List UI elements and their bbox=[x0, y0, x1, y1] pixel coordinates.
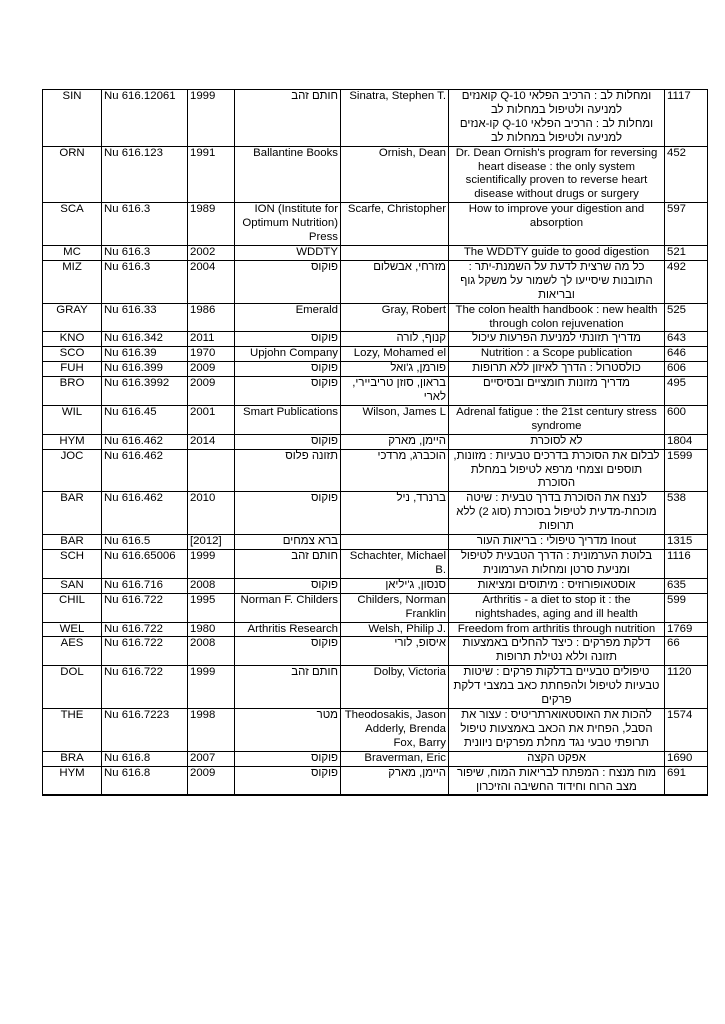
publisher-cell: פוקוס bbox=[235, 377, 341, 406]
table-row bbox=[43, 434, 708, 449]
shelf-code-cell: BAR bbox=[43, 535, 102, 550]
author-cell: Dolby, Victoria bbox=[341, 666, 449, 709]
shelf-code-cell: SCH bbox=[43, 550, 102, 579]
publisher-cell: חותם זהב bbox=[235, 550, 341, 579]
title-cell: Nutrition : a Scope publication bbox=[449, 347, 665, 362]
record-number-cell: 1116 bbox=[665, 550, 708, 579]
record-number-cell: 66 bbox=[665, 637, 708, 666]
year-cell: 2009 bbox=[188, 766, 235, 795]
shelf-code-cell: MIZ bbox=[43, 260, 102, 303]
year-cell: [2012] bbox=[188, 535, 235, 550]
title-cell: לבלום את הסוכרת בדרכים טבעיות : מזונות, תוספים וצמחי מרפא לטיפול במחלת הסוכרת bbox=[449, 449, 665, 492]
table-row bbox=[43, 303, 708, 332]
shelf-code-cell: CHIL bbox=[43, 593, 102, 622]
record-number-cell: 525 bbox=[665, 303, 708, 332]
title-cell: מדריך תזונתי למניעת הפרעות עיכול bbox=[449, 332, 665, 347]
call-number-cell: Nu 616.45 bbox=[102, 405, 188, 434]
shelf-code-cell: SIN bbox=[43, 90, 102, 147]
record-number-cell: 1315 bbox=[665, 535, 708, 550]
title-cell: The colon health handbook : new health through colon rejuvenation bbox=[449, 303, 665, 332]
title-cell: Freedom from arthritis through nutrition bbox=[449, 622, 665, 637]
year-cell: 1999 bbox=[188, 666, 235, 709]
publisher-cell: פוקוס bbox=[235, 766, 341, 795]
title-cell: דלקת מפרקים : כיצד להחלים באמצעות תזונה וללא נטילת תרופות bbox=[449, 637, 665, 666]
publisher-cell: פוקוס bbox=[235, 260, 341, 303]
title-cell: לא לסוכרת bbox=[449, 434, 665, 449]
year-cell: 1998 bbox=[188, 708, 235, 751]
year-cell: 1991 bbox=[188, 146, 235, 203]
table-row bbox=[43, 245, 708, 260]
shelf-code-cell: MC bbox=[43, 245, 102, 260]
record-number-cell: 1574 bbox=[665, 708, 708, 751]
record-number-cell: 646 bbox=[665, 347, 708, 362]
call-number-cell: Nu 616.3 bbox=[102, 203, 188, 246]
author-cell: פורמן, ג'ואל bbox=[341, 362, 449, 377]
shelf-code-cell: JOC bbox=[43, 449, 102, 492]
title-cell: מדריך מזונות חומציים ובסיסיים bbox=[449, 377, 665, 406]
author-cell: Theodosakis, Jason Adderly, Brenda Fox, Barry bbox=[341, 708, 449, 751]
table-row bbox=[43, 622, 708, 637]
author-cell: קנוף, לורה bbox=[341, 332, 449, 347]
shelf-code-cell: THE bbox=[43, 708, 102, 751]
call-number-cell: Nu 616.8 bbox=[102, 766, 188, 795]
table-row bbox=[43, 362, 708, 377]
shelf-code-cell: BRO bbox=[43, 377, 102, 406]
record-number-cell: 495 bbox=[665, 377, 708, 406]
author-cell: Scarfe, Christopher bbox=[341, 203, 449, 246]
table-row bbox=[43, 535, 708, 550]
title-cell: כל מה שרצית לדעת על השמנת-יתר : התובנות שיסייעו לך לשמור על משקל גוף ובריאות bbox=[449, 260, 665, 303]
table-row bbox=[43, 492, 708, 535]
year-cell: 2008 bbox=[188, 637, 235, 666]
call-number-cell: Nu 616.39 bbox=[102, 347, 188, 362]
shelf-code-cell: WIL bbox=[43, 405, 102, 434]
record-number-cell: 606 bbox=[665, 362, 708, 377]
call-number-cell: Nu 616.123 bbox=[102, 146, 188, 203]
table-row bbox=[43, 766, 708, 795]
record-number-cell: 597 bbox=[665, 203, 708, 246]
publisher-cell: פוקוס bbox=[235, 578, 341, 593]
title-cell: The WDDTY guide to good digestion bbox=[449, 245, 665, 260]
table-row bbox=[43, 347, 708, 362]
author-cell: סנסון, ג'יליאן bbox=[341, 578, 449, 593]
publisher-cell: ION (Institute for Optimum Nutrition) Press bbox=[235, 203, 341, 246]
publisher-cell: פוקוס bbox=[235, 492, 341, 535]
year-cell: 2004 bbox=[188, 260, 235, 303]
call-number-cell: Nu 616.722 bbox=[102, 637, 188, 666]
record-number-cell: 1804 bbox=[665, 434, 708, 449]
author-cell: Ornish, Dean bbox=[341, 146, 449, 203]
title-cell: מוח מנצח : המפתח לבריאות המוח, שיפור מצב הרוח וחידוד החשיבה והזיכרון bbox=[449, 766, 665, 795]
shelf-code-cell: WEL bbox=[43, 622, 102, 637]
title-cell: לנצח את הסוכרת בדרך טבעית : שיטה מוכחת-מדעית לטיפול בסוכרת (סוג 2) ללא תרופות bbox=[449, 492, 665, 535]
year-cell: 2002 bbox=[188, 245, 235, 260]
author-cell bbox=[341, 245, 449, 260]
shelf-code-cell: HYM bbox=[43, 766, 102, 795]
record-number-cell: 635 bbox=[665, 578, 708, 593]
call-number-cell: Nu 616.462 bbox=[102, 449, 188, 492]
year-cell: 2008 bbox=[188, 578, 235, 593]
call-number-cell: Nu 616.399 bbox=[102, 362, 188, 377]
author-cell: Gray, Robert bbox=[341, 303, 449, 332]
publisher-cell: ברא צמחים bbox=[235, 535, 341, 550]
record-number-cell: 521 bbox=[665, 245, 708, 260]
author-cell: ברנרד, ניל bbox=[341, 492, 449, 535]
author-cell: Sinatra, Stephen T. bbox=[341, 90, 449, 147]
record-number-cell: 600 bbox=[665, 405, 708, 434]
call-number-cell: Nu 616.3992 bbox=[102, 377, 188, 406]
publisher-cell: חותם זהב bbox=[235, 90, 341, 147]
title-cell: מדריך טיפולי : בריאות העור Inout bbox=[449, 535, 665, 550]
catalog-rows bbox=[43, 90, 708, 796]
year-cell: 1980 bbox=[188, 622, 235, 637]
author-cell: Braverman, Eric bbox=[341, 751, 449, 766]
shelf-code-cell: SCO bbox=[43, 347, 102, 362]
table-row bbox=[43, 637, 708, 666]
author-cell: Welsh, Philip J. bbox=[341, 622, 449, 637]
call-number-cell: Nu 616.7223 bbox=[102, 708, 188, 751]
shelf-code-cell: HYM bbox=[43, 434, 102, 449]
table-row bbox=[43, 332, 708, 347]
publisher-cell: חותם זהב bbox=[235, 666, 341, 709]
catalog-table bbox=[42, 89, 708, 796]
table-row bbox=[43, 751, 708, 766]
table-row bbox=[43, 377, 708, 406]
table-row bbox=[43, 550, 708, 579]
author-cell: היימן, מארק bbox=[341, 766, 449, 795]
record-number-cell: 1769 bbox=[665, 622, 708, 637]
author-cell: איסופ, לורי bbox=[341, 637, 449, 666]
record-number-cell: 1120 bbox=[665, 666, 708, 709]
table-row bbox=[43, 260, 708, 303]
shelf-code-cell: FUH bbox=[43, 362, 102, 377]
year-cell: 2009 bbox=[188, 362, 235, 377]
table-row bbox=[43, 405, 708, 434]
call-number-cell: Nu 616.462 bbox=[102, 492, 188, 535]
shelf-code-cell: BRA bbox=[43, 751, 102, 766]
record-number-cell: 1690 bbox=[665, 751, 708, 766]
title-cell: How to improve your digestion and absorption bbox=[449, 203, 665, 246]
table-row bbox=[43, 708, 708, 751]
table-row bbox=[43, 90, 708, 147]
title-cell: טיפולים טבעיים בדלקות פרקים : שיטות טבעיות לטיפול ולהפחתת כאב במצבי דלקת פרקים bbox=[449, 666, 665, 709]
record-number-cell: 538 bbox=[665, 492, 708, 535]
publisher-cell: פוקוס bbox=[235, 332, 341, 347]
publisher-cell: Arthritis Research bbox=[235, 622, 341, 637]
call-number-cell: Nu 616.716 bbox=[102, 578, 188, 593]
author-cell: Schachter, Michael B. bbox=[341, 550, 449, 579]
shelf-code-cell: KNO bbox=[43, 332, 102, 347]
title-cell: אוסטאופורוזיס : מיתוסים ומציאות bbox=[449, 578, 665, 593]
year-cell: 1999 bbox=[188, 550, 235, 579]
author-cell bbox=[341, 535, 449, 550]
publisher-cell: תזונה פלוס bbox=[235, 449, 341, 492]
year-cell: 2014 bbox=[188, 434, 235, 449]
call-number-cell: Nu 616.722 bbox=[102, 593, 188, 622]
table-row bbox=[43, 203, 708, 246]
call-number-cell: Nu 616.722 bbox=[102, 622, 188, 637]
publisher-cell: פוקוס bbox=[235, 362, 341, 377]
shelf-code-cell: ORN bbox=[43, 146, 102, 203]
publisher-cell: פוקוס bbox=[235, 751, 341, 766]
publisher-cell: Norman F. Childers bbox=[235, 593, 341, 622]
record-number-cell: 599 bbox=[665, 593, 708, 622]
record-number-cell: 1599 bbox=[665, 449, 708, 492]
author-cell: Wilson, James L bbox=[341, 405, 449, 434]
publisher-cell: WDDTY bbox=[235, 245, 341, 260]
record-number-cell: 691 bbox=[665, 766, 708, 795]
publisher-cell: פוקוס bbox=[235, 637, 341, 666]
call-number-cell: Nu 616.12061 bbox=[102, 90, 188, 147]
title-cell: בלוטת הערמונית : הדרך הטבעית לטיפול ומניעת סרטן ומחלות הערמונית bbox=[449, 550, 665, 579]
table-row bbox=[43, 578, 708, 593]
table-row bbox=[43, 666, 708, 709]
author-cell: היימן, מארק bbox=[341, 434, 449, 449]
title-cell: Dr. Dean Ornish's program for reversing heart disease : the only system scientifically proven to reverse heart disease without drugs or surgery bbox=[449, 146, 665, 203]
record-number-cell: 492 bbox=[665, 260, 708, 303]
shelf-code-cell: AES bbox=[43, 637, 102, 666]
year-cell: 1999 bbox=[188, 90, 235, 147]
author-cell: הוכברג, מרדכי bbox=[341, 449, 449, 492]
title-cell: קואנזים Q-10 ומחלות לב : הרכיב הפלאי למניעה ולטיפול במחלות לב קו-אנזים Q-10 ומחלות לב : הרכיב הפלאי למניעה ולטיפול במחלות לב bbox=[449, 90, 665, 147]
year-cell: 2007 bbox=[188, 751, 235, 766]
table-row bbox=[43, 146, 708, 203]
year-cell: 1986 bbox=[188, 303, 235, 332]
shelf-code-cell: GRAY bbox=[43, 303, 102, 332]
call-number-cell: Nu 616.33 bbox=[102, 303, 188, 332]
year-cell: 2010 bbox=[188, 492, 235, 535]
year-cell: 2011 bbox=[188, 332, 235, 347]
title-cell: כולסטרול : הדרך לאיזון ללא תרופות bbox=[449, 362, 665, 377]
publisher-cell: Upjohn Company bbox=[235, 347, 341, 362]
shelf-code-cell: SCA bbox=[43, 203, 102, 246]
table-row bbox=[43, 593, 708, 622]
call-number-cell: Nu 616.5 bbox=[102, 535, 188, 550]
title-cell: Adrenal fatigue : the 21st century stress syndrome bbox=[449, 405, 665, 434]
publisher-cell: מטר bbox=[235, 708, 341, 751]
year-cell: 1989 bbox=[188, 203, 235, 246]
year-cell bbox=[188, 449, 235, 492]
call-number-cell: Nu 616.722 bbox=[102, 666, 188, 709]
publisher-cell: פוקוס bbox=[235, 434, 341, 449]
title-cell: Arthritis - a diet to stop it : the nightshades, aging and ill health bbox=[449, 593, 665, 622]
year-cell: 2001 bbox=[188, 405, 235, 434]
author-cell: Childers, Norman Franklin bbox=[341, 593, 449, 622]
author-cell: מזרחי, אבשלום bbox=[341, 260, 449, 303]
shelf-code-cell: SAN bbox=[43, 578, 102, 593]
year-cell: 1995 bbox=[188, 593, 235, 622]
shelf-code-cell: DOL bbox=[43, 666, 102, 709]
author-cell: Lozy, Mohamed el bbox=[341, 347, 449, 362]
title-cell: להכות את האוסטאוארתריטיס : עצור את הסבל, הפחית את הכאב באמצעות טיפול תרופתי טבעי נגד מחלת מפרקים ניוונית bbox=[449, 708, 665, 751]
record-number-cell: 452 bbox=[665, 146, 708, 203]
call-number-cell: Nu 616.3 bbox=[102, 260, 188, 303]
call-number-cell: Nu 616.342 bbox=[102, 332, 188, 347]
author-cell: בראון, סוזן טריביירי, לארי bbox=[341, 377, 449, 406]
publisher-cell: Smart Publications bbox=[235, 405, 341, 434]
year-cell: 2009 bbox=[188, 377, 235, 406]
call-number-cell: Nu 616.3 bbox=[102, 245, 188, 260]
year-cell: 1970 bbox=[188, 347, 235, 362]
call-number-cell: Nu 616.65006 bbox=[102, 550, 188, 579]
publisher-cell: Ballantine Books bbox=[235, 146, 341, 203]
record-number-cell: 643 bbox=[665, 332, 708, 347]
publisher-cell: Emerald bbox=[235, 303, 341, 332]
table-row bbox=[43, 449, 708, 492]
title-cell: אפקט הקצה bbox=[449, 751, 665, 766]
record-number-cell: 1117 bbox=[665, 90, 708, 147]
shelf-code-cell: BAR bbox=[43, 492, 102, 535]
call-number-cell: Nu 616.8 bbox=[102, 751, 188, 766]
call-number-cell: Nu 616.462 bbox=[102, 434, 188, 449]
